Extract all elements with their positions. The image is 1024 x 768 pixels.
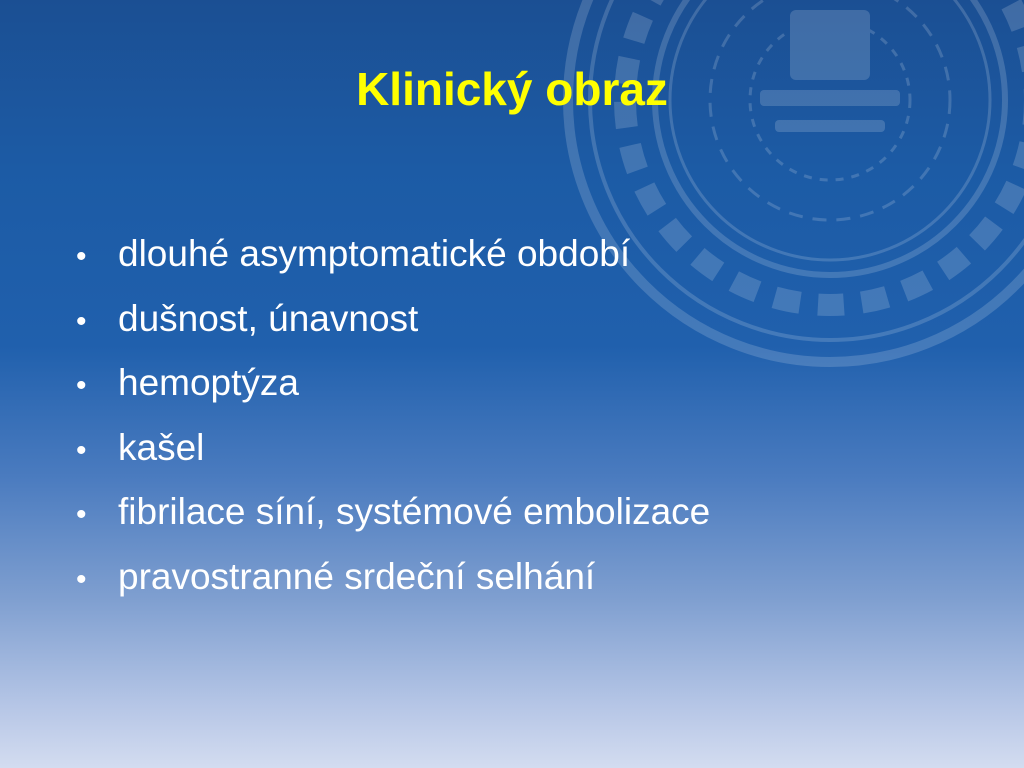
list-item [76,545,710,610]
list-item-text: hemoptýza [118,362,299,403]
bullet-list [76,222,710,609]
list-item [76,351,710,416]
bullet-icon: • [76,304,87,338]
bullet-icon: • [76,498,87,531]
list-item [76,287,710,352]
list-item-text: pravostranné srdeční selhání [118,555,596,597]
bullet-icon: • [76,369,87,402]
slide-title: Klinický obraz [356,63,668,115]
list-item [76,480,710,545]
list-item-text: dušnost, únavnost [118,297,419,339]
bullet-icon: • [76,433,87,467]
list-item [76,416,710,481]
list-item-text: dlouhé asymptomatické období [118,233,631,274]
bullet-icon: • [76,562,87,596]
list-item-text: kašel [118,426,205,468]
list-item [76,222,710,287]
bullet-icon: • [76,240,87,273]
list-item-text: fibrilace síní, systémové embolizace [118,491,711,532]
